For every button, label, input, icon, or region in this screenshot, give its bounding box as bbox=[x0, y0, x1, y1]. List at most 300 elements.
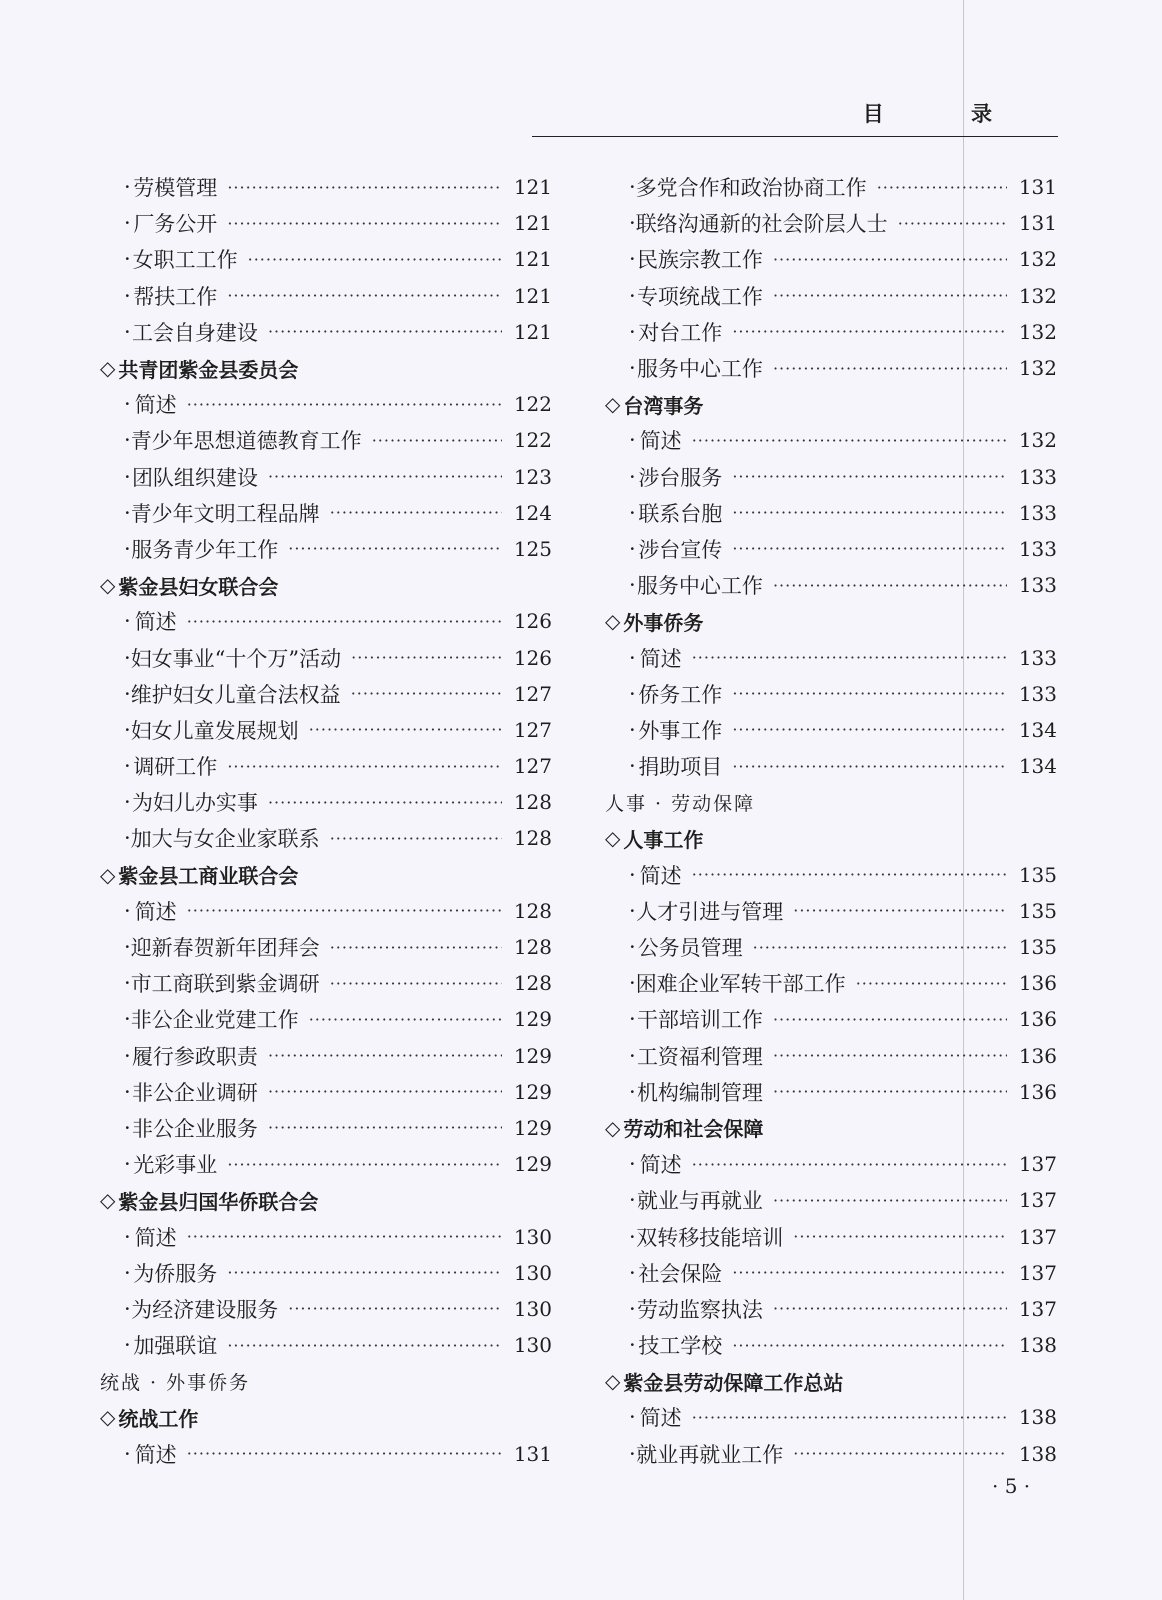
toc-entry bbox=[605, 1436, 1057, 1472]
entry-label: 涉台服务 bbox=[638, 465, 723, 490]
toc-entry bbox=[100, 278, 552, 314]
entry-label: 帮扶工作 bbox=[133, 284, 218, 309]
toc-category-heading bbox=[100, 1363, 552, 1399]
toc-entry bbox=[605, 278, 1057, 314]
dot-leader bbox=[330, 829, 502, 848]
entry-page-number: 128 bbox=[513, 971, 552, 996]
dot-leader bbox=[692, 1408, 1007, 1427]
dot-leader bbox=[793, 901, 1007, 920]
toc-section-heading bbox=[605, 1363, 1057, 1399]
dot-leader bbox=[268, 467, 502, 486]
dot-leader bbox=[773, 286, 1007, 305]
entry-bullet: · bbox=[124, 645, 131, 670]
entry-page-number: 136 bbox=[1018, 1079, 1057, 1104]
entry-page-number: 129 bbox=[513, 1152, 552, 1177]
entry-label: 劳动监察执法 bbox=[636, 1297, 763, 1322]
header-rule bbox=[532, 136, 1058, 137]
dot-leader bbox=[793, 1444, 1007, 1463]
entry-label: 工会自身建设 bbox=[131, 320, 258, 345]
dot-leader bbox=[268, 1118, 502, 1137]
entry-page-number: 127 bbox=[513, 754, 552, 779]
entry-label: 简述 bbox=[134, 610, 177, 635]
dot-leader bbox=[227, 1336, 502, 1355]
dot-leader bbox=[773, 1046, 1007, 1065]
entry-label: 简述 bbox=[639, 1153, 682, 1178]
toc-entry bbox=[605, 929, 1057, 965]
dot-leader bbox=[773, 359, 1007, 378]
entry-page-number: 136 bbox=[1018, 1043, 1057, 1068]
dot-leader bbox=[330, 974, 502, 993]
entry-bullet: · bbox=[629, 283, 636, 308]
dot-leader bbox=[187, 1444, 502, 1463]
toc-section-heading bbox=[605, 386, 1057, 422]
toc-entry bbox=[100, 965, 552, 1001]
dot-leader bbox=[309, 720, 502, 739]
entry-label: 厂务公开 bbox=[133, 212, 218, 237]
entry-page-number: 133 bbox=[1018, 500, 1057, 525]
dot-leader bbox=[330, 938, 502, 957]
entry-label: 服务中心工作 bbox=[636, 574, 763, 599]
entry-page-number: 121 bbox=[513, 283, 552, 308]
entry-page-number: 121 bbox=[513, 319, 552, 344]
section-label: 劳动和社会保障 bbox=[623, 1117, 764, 1142]
entry-bullet: · bbox=[629, 935, 636, 960]
dot-leader bbox=[773, 1191, 1007, 1210]
entry-page-number: 137 bbox=[1018, 1224, 1057, 1249]
entry-page-number: 129 bbox=[513, 1079, 552, 1104]
toc-entry bbox=[605, 748, 1057, 784]
dot-leader bbox=[227, 178, 502, 197]
dot-leader bbox=[248, 250, 502, 269]
entry-page-number: 128 bbox=[513, 935, 552, 960]
entry-page-number: 133 bbox=[1018, 645, 1057, 670]
toc-entry bbox=[100, 1001, 552, 1037]
dot-leader bbox=[692, 648, 1007, 667]
entry-page-number: 129 bbox=[513, 1043, 552, 1068]
entry-page-number: 132 bbox=[1018, 428, 1057, 453]
entry-bullet: · bbox=[124, 536, 131, 561]
entry-label: 劳模管理 bbox=[133, 176, 218, 201]
entry-page-number: 131 bbox=[513, 1441, 552, 1466]
entry-label: 捐助项目 bbox=[638, 755, 723, 780]
dot-leader bbox=[732, 1336, 1007, 1355]
section-label: 台湾事务 bbox=[623, 393, 704, 418]
entry-label: 外事工作 bbox=[638, 718, 723, 743]
toc-entry bbox=[100, 1255, 552, 1291]
diamond-icon: ◇ bbox=[605, 392, 621, 417]
entry-label: 妇女事业“十个万”活动 bbox=[130, 646, 342, 671]
dot-leader bbox=[692, 865, 1007, 884]
entry-bullet: · bbox=[124, 428, 131, 453]
toc-entry bbox=[100, 1146, 552, 1182]
toc-entry bbox=[100, 1291, 552, 1327]
entry-bullet: · bbox=[629, 971, 636, 996]
entry-page-number: 129 bbox=[513, 1115, 552, 1140]
toc-entry bbox=[100, 784, 552, 820]
toc-entry bbox=[605, 314, 1057, 350]
entry-bullet: · bbox=[124, 1224, 131, 1249]
toc-entry bbox=[605, 1001, 1057, 1037]
entry-page-number: 131 bbox=[1018, 175, 1057, 200]
entry-label: 非公企业调研 bbox=[131, 1080, 258, 1105]
entry-bullet: · bbox=[124, 1441, 131, 1466]
dot-leader bbox=[877, 178, 1007, 197]
entry-page-number: 132 bbox=[1018, 319, 1057, 344]
toc-entry bbox=[605, 1146, 1057, 1182]
toc-entry bbox=[605, 965, 1057, 1001]
entry-label: 困难企业军转干部工作 bbox=[635, 972, 846, 997]
page-header-title: 目 录 bbox=[862, 102, 1032, 126]
entry-page-number: 138 bbox=[1018, 1441, 1057, 1466]
entry-page-number: 131 bbox=[1018, 211, 1057, 236]
dot-leader bbox=[351, 648, 502, 667]
section-label: 外事侨务 bbox=[623, 610, 704, 635]
entry-bullet: · bbox=[629, 1224, 636, 1249]
toc-section-heading bbox=[100, 1399, 552, 1435]
dot-leader bbox=[187, 901, 502, 920]
entry-page-number: 127 bbox=[513, 717, 552, 742]
entry-bullet: · bbox=[629, 1043, 636, 1068]
toc-entry bbox=[100, 893, 552, 929]
entry-page-number: 130 bbox=[513, 1224, 552, 1249]
toc-entry bbox=[100, 531, 552, 567]
toc-entry bbox=[605, 893, 1057, 929]
entry-label: 公务员管理 bbox=[637, 936, 743, 961]
toc-entry bbox=[100, 495, 552, 531]
page-number: · 5 · bbox=[992, 1474, 1031, 1498]
entry-page-number: 137 bbox=[1018, 1296, 1057, 1321]
entry-bullet: · bbox=[124, 971, 131, 996]
entry-bullet: · bbox=[124, 175, 131, 200]
entry-label: 简述 bbox=[639, 646, 682, 671]
entry-bullet: · bbox=[124, 717, 131, 742]
dot-leader bbox=[732, 757, 1007, 776]
entry-bullet: · bbox=[629, 356, 636, 381]
dot-leader bbox=[898, 214, 1007, 233]
entry-bullet: · bbox=[629, 1188, 636, 1213]
entry-bullet: · bbox=[629, 1296, 636, 1321]
entry-label: 为妇儿办实事 bbox=[131, 791, 258, 816]
entry-page-number: 121 bbox=[513, 175, 552, 200]
dot-leader bbox=[856, 974, 1007, 993]
toc-entry bbox=[605, 422, 1057, 458]
entry-label: 人才引进与管理 bbox=[636, 899, 784, 924]
entry-page-number: 133 bbox=[1018, 464, 1057, 489]
entry-bullet: · bbox=[629, 681, 636, 706]
entry-bullet: · bbox=[629, 1441, 636, 1466]
entry-bullet: · bbox=[629, 1333, 636, 1358]
dot-leader bbox=[268, 1082, 502, 1101]
entry-label: 服务中心工作 bbox=[636, 357, 763, 382]
diamond-icon: ◇ bbox=[100, 862, 116, 887]
dot-leader bbox=[309, 1010, 502, 1029]
entry-label: 简述 bbox=[639, 1406, 682, 1431]
entry-label: 对台工作 bbox=[638, 320, 723, 345]
dot-leader bbox=[187, 612, 502, 631]
toc-entry bbox=[100, 459, 552, 495]
toc-entry bbox=[605, 1218, 1057, 1254]
entry-page-number: 133 bbox=[1018, 681, 1057, 706]
entry-bullet: · bbox=[629, 645, 636, 670]
entry-page-number: 128 bbox=[513, 826, 552, 851]
toc-entry bbox=[605, 241, 1057, 277]
entry-label: 简述 bbox=[134, 1225, 177, 1250]
diamond-icon: ◇ bbox=[100, 1188, 116, 1213]
entry-bullet: · bbox=[629, 175, 636, 200]
entry-page-number: 130 bbox=[513, 1333, 552, 1358]
toc-left-column bbox=[100, 169, 552, 1472]
entry-label: 联络沟通新的社会阶层人士 bbox=[635, 212, 888, 237]
dot-leader bbox=[351, 684, 502, 703]
toc-category-heading bbox=[605, 784, 1057, 820]
section-label: 统战工作 bbox=[118, 1406, 199, 1431]
entry-page-number: 122 bbox=[513, 428, 552, 453]
toc-entry bbox=[605, 1038, 1057, 1074]
entry-page-number: 123 bbox=[513, 464, 552, 489]
entry-bullet: · bbox=[124, 1152, 131, 1177]
entry-bullet: · bbox=[629, 319, 636, 344]
entry-page-number: 126 bbox=[513, 645, 552, 670]
toc-entry bbox=[100, 1074, 552, 1110]
entry-page-number: 138 bbox=[1018, 1333, 1057, 1358]
entry-label: 机构编制管理 bbox=[636, 1080, 763, 1105]
section-label: 紫金县妇女联合会 bbox=[118, 574, 279, 599]
entry-page-number: 134 bbox=[1018, 717, 1057, 742]
dot-leader bbox=[753, 938, 1007, 957]
toc-entry bbox=[605, 169, 1057, 205]
entry-page-number: 129 bbox=[513, 1007, 552, 1032]
entry-bullet: · bbox=[124, 681, 131, 706]
entry-label: 为侨服务 bbox=[133, 1261, 218, 1286]
entry-page-number: 135 bbox=[1018, 935, 1057, 960]
entry-page-number: 132 bbox=[1018, 283, 1057, 308]
entry-label: 民族宗教工作 bbox=[636, 248, 763, 273]
entry-label: 为经济建设服务 bbox=[131, 1297, 279, 1322]
toc-entry bbox=[100, 712, 552, 748]
diamond-icon: ◇ bbox=[100, 1405, 116, 1430]
entry-page-number: 132 bbox=[1018, 356, 1057, 381]
section-label: 紫金县工商业联合会 bbox=[118, 864, 299, 889]
toc-entry bbox=[605, 495, 1057, 531]
entry-bullet: · bbox=[629, 500, 636, 525]
dot-leader bbox=[732, 684, 1007, 703]
entry-page-number: 126 bbox=[513, 609, 552, 634]
entry-bullet: · bbox=[629, 247, 636, 272]
entry-page-number: 132 bbox=[1018, 247, 1057, 272]
toc-section-heading bbox=[605, 1110, 1057, 1146]
entry-label: 就业再就业工作 bbox=[636, 1442, 784, 1467]
entry-page-number: 137 bbox=[1018, 1188, 1057, 1213]
toc-right-column bbox=[605, 169, 1057, 1472]
entry-label: 加强联谊 bbox=[133, 1334, 218, 1359]
toc-entry bbox=[100, 169, 552, 205]
entry-label: 多党合作和政治协商工作 bbox=[635, 176, 867, 201]
entry-bullet: · bbox=[124, 392, 131, 417]
toc-entry bbox=[605, 531, 1057, 567]
entry-bullet: · bbox=[629, 464, 636, 489]
diamond-icon: ◇ bbox=[605, 1115, 621, 1140]
entry-bullet: · bbox=[629, 573, 636, 598]
toc-entry bbox=[100, 603, 552, 639]
entry-label: 加大与女企业家联系 bbox=[130, 827, 320, 852]
entry-bullet: · bbox=[629, 898, 636, 923]
entry-bullet: · bbox=[629, 1260, 636, 1285]
entry-label: 服务青少年工作 bbox=[131, 537, 279, 562]
entry-label: 简述 bbox=[134, 899, 177, 924]
toc-entry bbox=[100, 241, 552, 277]
entry-label: 简述 bbox=[134, 1442, 177, 1467]
toc-entry bbox=[100, 929, 552, 965]
entry-bullet: · bbox=[124, 211, 131, 236]
entry-label: 履行参政职责 bbox=[131, 1044, 258, 1069]
entry-page-number: 130 bbox=[513, 1296, 552, 1321]
category-label: 统战 · 外事侨务 bbox=[100, 1371, 251, 1394]
toc-section-heading bbox=[605, 603, 1057, 639]
toc-entry bbox=[100, 676, 552, 712]
toc-entry bbox=[100, 1218, 552, 1254]
entry-label: 工资福利管理 bbox=[636, 1044, 763, 1069]
entry-bullet: · bbox=[629, 1079, 636, 1104]
dot-leader bbox=[732, 503, 1007, 522]
dot-leader bbox=[227, 286, 502, 305]
entry-bullet: · bbox=[629, 717, 636, 742]
entry-bullet: · bbox=[124, 1007, 131, 1032]
entry-bullet: · bbox=[124, 247, 131, 272]
entry-label: 干部培训工作 bbox=[636, 1008, 763, 1033]
toc-section-heading bbox=[100, 857, 552, 893]
toc-entry bbox=[100, 820, 552, 856]
entry-bullet: · bbox=[124, 283, 131, 308]
entry-label: 简述 bbox=[134, 393, 177, 418]
entry-page-number: 137 bbox=[1018, 1260, 1057, 1285]
toc-entry bbox=[605, 1182, 1057, 1218]
entry-page-number: 134 bbox=[1018, 754, 1057, 779]
entry-bullet: · bbox=[124, 790, 131, 815]
section-label: 紫金县劳动保障工作总站 bbox=[623, 1370, 844, 1395]
entry-label: 涉台宣传 bbox=[638, 537, 723, 562]
dot-leader bbox=[732, 322, 1007, 341]
dot-leader bbox=[288, 539, 502, 558]
entry-page-number: 122 bbox=[513, 392, 552, 417]
toc-entry bbox=[100, 422, 552, 458]
entry-page-number: 133 bbox=[1018, 536, 1057, 561]
dot-leader bbox=[773, 1082, 1007, 1101]
entry-bullet: · bbox=[124, 1043, 131, 1068]
entry-page-number: 124 bbox=[513, 500, 552, 525]
toc-section-heading bbox=[605, 820, 1057, 856]
dot-leader bbox=[773, 576, 1007, 595]
toc-entry bbox=[605, 1399, 1057, 1435]
dot-leader bbox=[268, 1046, 502, 1065]
entry-page-number: 133 bbox=[1018, 573, 1057, 598]
dot-leader bbox=[227, 757, 502, 776]
dot-leader bbox=[288, 1299, 502, 1318]
toc-entry bbox=[100, 314, 552, 350]
entry-bullet: · bbox=[124, 898, 131, 923]
dot-leader bbox=[732, 467, 1007, 486]
entry-label: 就业与再就业 bbox=[636, 1189, 763, 1214]
toc-entry bbox=[605, 1255, 1057, 1291]
toc-entry bbox=[100, 1327, 552, 1363]
toc-entry bbox=[605, 1291, 1057, 1327]
dot-leader bbox=[227, 1263, 502, 1282]
section-label: 紫金县归国华侨联合会 bbox=[118, 1189, 319, 1214]
toc-entry bbox=[605, 1327, 1057, 1363]
toc-entry bbox=[605, 459, 1057, 495]
entry-page-number: 135 bbox=[1018, 898, 1057, 923]
entry-bullet: · bbox=[124, 1333, 131, 1358]
entry-label: 简述 bbox=[639, 863, 682, 888]
diamond-icon: ◇ bbox=[100, 356, 116, 381]
toc-entry bbox=[605, 857, 1057, 893]
toc-entry bbox=[100, 205, 552, 241]
toc-entry bbox=[605, 676, 1057, 712]
entry-bullet: · bbox=[629, 428, 636, 453]
category-label: 人事 · 劳动保障 bbox=[605, 792, 756, 815]
toc-section-heading bbox=[100, 350, 552, 386]
entry-label: 青少年文明工程品牌 bbox=[130, 501, 320, 526]
toc-entry bbox=[100, 1038, 552, 1074]
entry-page-number: 136 bbox=[1018, 971, 1057, 996]
dot-leader bbox=[732, 720, 1007, 739]
toc-entry bbox=[605, 205, 1057, 241]
entry-page-number: 130 bbox=[513, 1260, 552, 1285]
entry-bullet: · bbox=[124, 319, 131, 344]
dot-leader bbox=[732, 539, 1007, 558]
diamond-icon: ◇ bbox=[100, 573, 116, 598]
entry-label: 市工商联到紫金调研 bbox=[130, 972, 320, 997]
entry-label: 专项统战工作 bbox=[636, 284, 763, 309]
dot-leader bbox=[773, 1299, 1007, 1318]
entry-page-number: 138 bbox=[1018, 1405, 1057, 1430]
section-label: 人事工作 bbox=[623, 827, 704, 852]
entry-page-number: 128 bbox=[513, 790, 552, 815]
entry-bullet: · bbox=[629, 1405, 636, 1430]
toc-section-heading bbox=[100, 1182, 552, 1218]
section-label: 共青团紫金县委员会 bbox=[118, 357, 299, 382]
entry-page-number: 121 bbox=[513, 247, 552, 272]
dot-leader bbox=[268, 322, 502, 341]
entry-bullet: · bbox=[124, 826, 131, 851]
entry-label: 社会保险 bbox=[638, 1261, 723, 1286]
entry-bullet: · bbox=[629, 1152, 636, 1177]
dot-leader bbox=[187, 1227, 502, 1246]
entry-bullet: · bbox=[124, 754, 131, 779]
entry-bullet: · bbox=[629, 536, 636, 561]
entry-label: 调研工作 bbox=[133, 755, 218, 780]
entry-page-number: 137 bbox=[1018, 1152, 1057, 1177]
entry-bullet: · bbox=[124, 1296, 131, 1321]
entry-label: 青少年思想道德教育工作 bbox=[130, 429, 362, 454]
entry-bullet: · bbox=[124, 609, 131, 634]
dot-leader bbox=[187, 395, 502, 414]
entry-bullet: · bbox=[629, 1007, 636, 1032]
entry-bullet: · bbox=[629, 754, 636, 779]
dot-leader bbox=[227, 214, 502, 233]
toc-entry bbox=[100, 639, 552, 675]
toc-entry bbox=[605, 350, 1057, 386]
toc-entry bbox=[100, 1436, 552, 1472]
toc-entry bbox=[100, 386, 552, 422]
diamond-icon: ◇ bbox=[605, 1369, 621, 1394]
toc-entry bbox=[100, 748, 552, 784]
dot-leader bbox=[732, 1263, 1007, 1282]
toc-entry bbox=[605, 1074, 1057, 1110]
entry-page-number: 125 bbox=[513, 536, 552, 561]
dot-leader bbox=[372, 431, 502, 450]
dot-leader bbox=[268, 793, 502, 812]
entry-label: 非公企业党建工作 bbox=[130, 1008, 299, 1033]
